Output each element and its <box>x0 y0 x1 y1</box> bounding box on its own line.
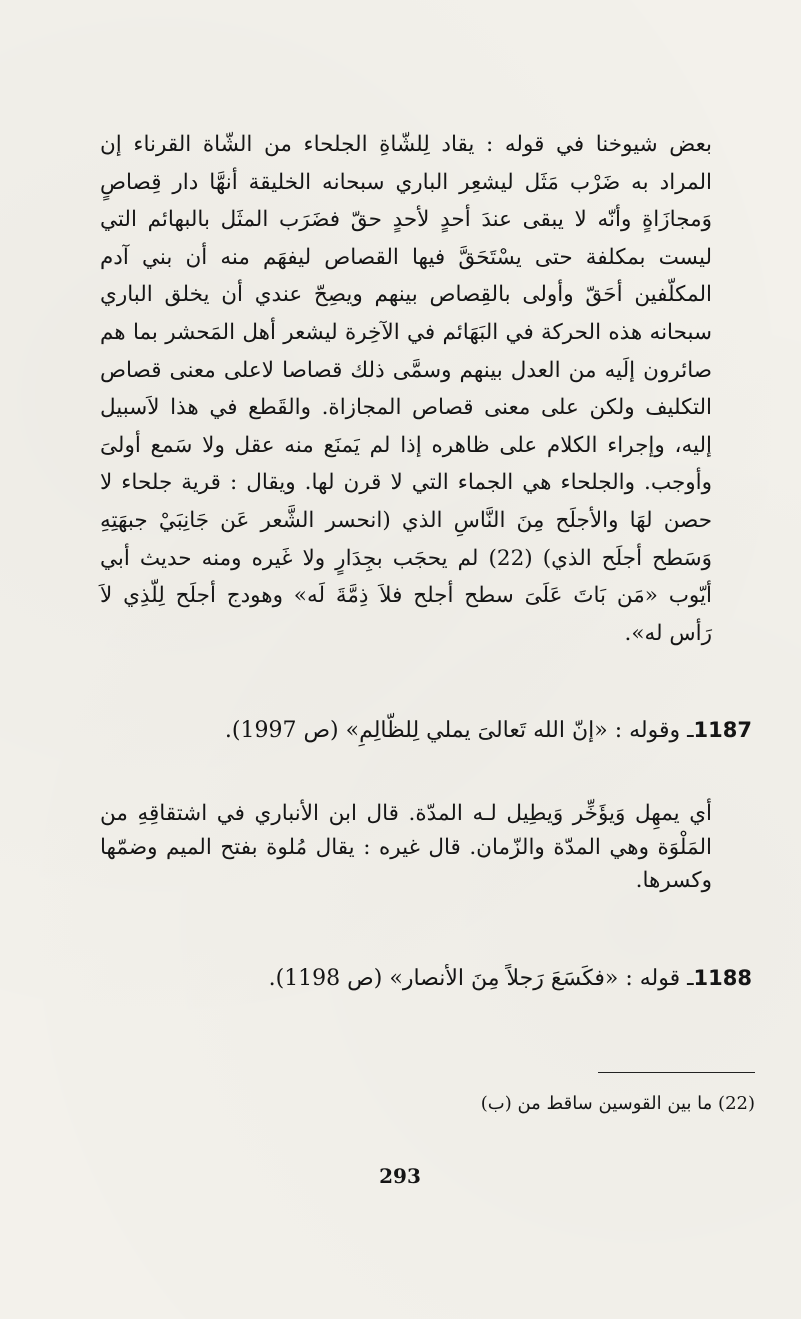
entry-1187-heading <box>100 712 752 749</box>
entry-heading-text: ـ وقوله : «إنّ الله تَعالىَ يملي لِلظّالِمِ» (ص 1997). <box>224 718 694 743</box>
page-number: 293 <box>379 1164 421 1188</box>
footnote: (22) ما بين القوسين ساقط من (ب) <box>480 1093 755 1114</box>
main-paragraph: بعض شيوخنا في قوله : يقاد لِلشّاةِ الجلحاء من الشّاة القرناء إن المراد به ضَرْب مَثَل ليشعِر الباري سبحانه الخليقة أنهَّا دار قِصاصٍ وَمجازَاةٍ وأنّه لا يبقى عندَ أحدٍ لأحدٍ حقّ فضَرَب المثَل بالبهائم التي ليست بمكلفة حتى يسْتَحَقَّ فيها القصاص ليفهَم منه أن بني آدم المكلّفين أحَقّ وأولى بالقِصاص بينهم ويصِحّ عندي أن يخلق الباري سبحانه هذه الحركة في البَهَائم في الآخِرة ليشعر أهل المَحشر بما هم صائرون إلَيه من العدل بينهم وسمَّى ذلك قصاصا لاعلى معنى قصاص التكليف ولكن على معنى قصاص المجازاة. والقَطع في هذا لاَسبيل إليه، وإجراء الكلام على ظاهره إذا لم يَمنَع منه عقل ولا سَمع أولىَ وأوجب. والجلحاء هي الجماء التي لا قرن لها. ويقال : قرية جلحاء لا حصن لهَا والأجلَح مِنَ النَّاسِ الذي (انحسر الشَّعر عَن جَانِبَيْ جبهَتِهِ وَسَطح أجلَح الذي) (22) لم يحجَب بجِدَارٍ ولا غَيره ومنه حديث أبي أيّوب «مَن بَاتَ عَلَىَ سطح أجلح فلاَ ذِمَّةَ لَه» وهودج أجلَح لِلّذِي لاَ رَأس له». <box>100 132 712 646</box>
entry-1188-heading <box>260 960 752 997</box>
entry-number: 1188 <box>693 966 752 990</box>
entry-number: 1187 <box>693 718 752 742</box>
entry-heading-text: ـ قوله : «فكَسَعَ رَجلاً مِنَ الأنصار» (ص 1198). <box>268 966 694 991</box>
entry-1187-explanation: أي يمهِل وَيؤَخِّر وَيطِيل لـه المدّة. قال ابن الأنباري في اشتقاقِهِ من المَلْوَة وهي المدّة والزّمان. قال غيره : يقال مُلوة بفتح الميم وضمّها وكسرها. <box>100 801 712 893</box>
footnote-divider <box>598 1072 755 1073</box>
